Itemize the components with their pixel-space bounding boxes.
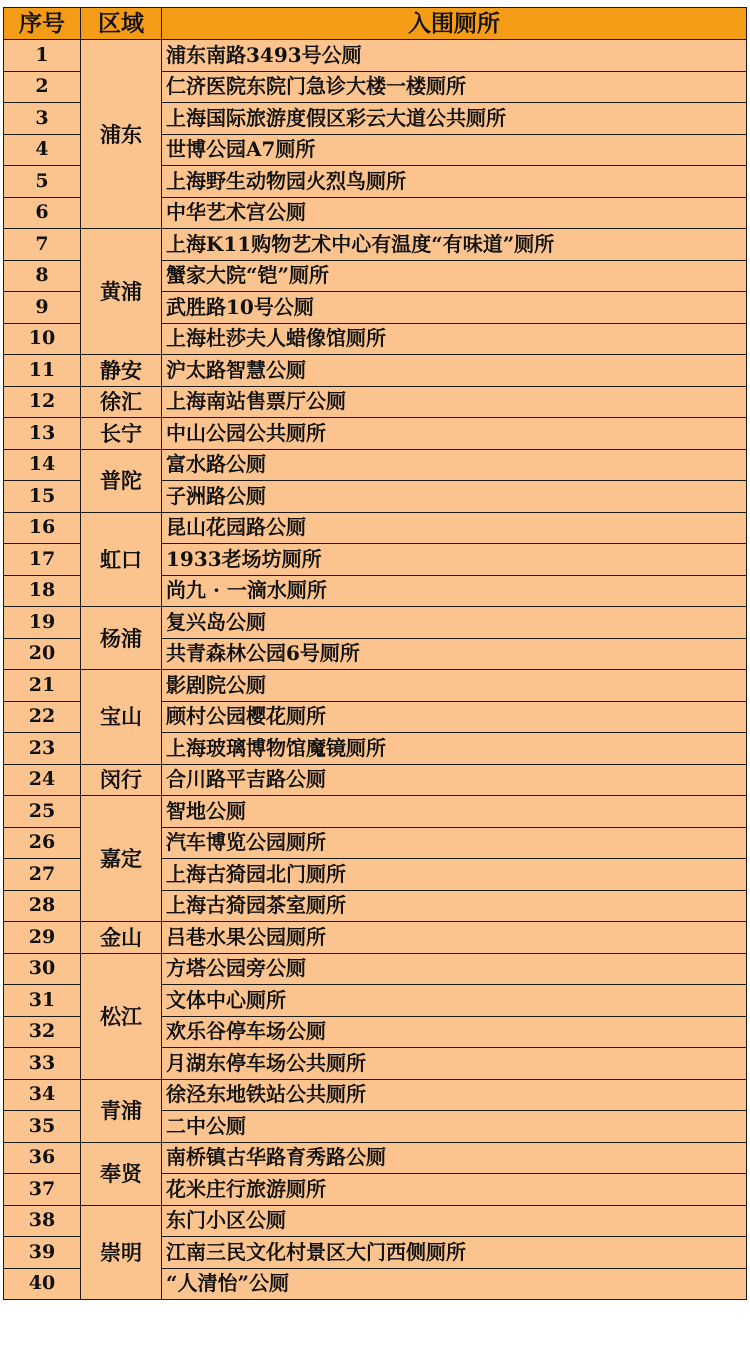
table-row (4, 764, 747, 796)
table-row (4, 1205, 747, 1237)
toilet-name: 东门小区公厕 (162, 1205, 747, 1237)
table-row (4, 922, 747, 954)
table-row (4, 355, 747, 387)
row-index: 23 (4, 733, 81, 765)
table-row (4, 418, 747, 450)
toilet-name: 复兴岛公厕 (162, 607, 747, 639)
row-index: 35 (4, 1111, 81, 1143)
table-row (4, 670, 747, 702)
toilet-name: 江南三民文化村景区大门西侧厕所 (162, 1237, 747, 1269)
toilet-name: 上海玻璃博物馆魔镜厕所 (162, 733, 747, 765)
row-index: 10 (4, 323, 81, 355)
district-cell: 奉贤 (81, 1142, 162, 1205)
toilet-name: 上海杜莎夫人蜡像馆厕所 (162, 323, 747, 355)
row-index: 4 (4, 134, 81, 166)
toilet-name: 二中公厕 (162, 1111, 747, 1143)
district-cell: 黄浦 (81, 229, 162, 355)
row-index: 29 (4, 922, 81, 954)
district-cell: 闵行 (81, 764, 162, 796)
district-cell: 普陀 (81, 449, 162, 512)
header-index: 序号 (4, 8, 81, 40)
toilet-name: 月湖东停车场公共厕所 (162, 1048, 747, 1080)
toilet-name: 富水路公厕 (162, 449, 747, 481)
table-row (4, 229, 747, 261)
table-row (4, 796, 747, 828)
table-row (4, 1142, 747, 1174)
toilet-name: 子洲路公厕 (162, 481, 747, 513)
row-index: 20 (4, 638, 81, 670)
toilet-name: “人清怡”公厕 (162, 1268, 747, 1300)
row-index: 9 (4, 292, 81, 324)
district-cell: 嘉定 (81, 796, 162, 922)
table-row (4, 607, 747, 639)
table-row (4, 1079, 747, 1111)
row-index: 16 (4, 512, 81, 544)
row-index: 40 (4, 1268, 81, 1300)
row-index: 13 (4, 418, 81, 450)
toilet-name: 世博公园A7厕所 (162, 134, 747, 166)
toilet-name: 上海古猗园茶室厕所 (162, 890, 747, 922)
toilet-name: 沪太路智慧公厕 (162, 355, 747, 387)
row-index: 6 (4, 197, 81, 229)
toilet-name: 武胜路10号公厕 (162, 292, 747, 324)
toilet-name: 上海国际旅游度假区彩云大道公共厕所 (162, 103, 747, 135)
row-index: 1 (4, 40, 81, 72)
row-index: 39 (4, 1237, 81, 1269)
row-index: 32 (4, 1016, 81, 1048)
row-index: 31 (4, 985, 81, 1017)
row-index: 28 (4, 890, 81, 922)
table-row (4, 40, 747, 72)
toilet-name: 顾村公园樱花厕所 (162, 701, 747, 733)
toilet-name: 蟹家大院“铠”厕所 (162, 260, 747, 292)
row-index: 21 (4, 670, 81, 702)
toilet-name: 文体中心厕所 (162, 985, 747, 1017)
toilet-name: 南桥镇古华路育秀路公厕 (162, 1142, 747, 1174)
toilet-name: 1933老场坊厕所 (162, 544, 747, 576)
row-index: 3 (4, 103, 81, 135)
toilet-name: 仁济医院东院门急诊大楼一楼厕所 (162, 71, 747, 103)
district-cell: 松江 (81, 953, 162, 1079)
row-index: 15 (4, 481, 81, 513)
toilet-name: 上海野生动物园火烈鸟厕所 (162, 166, 747, 198)
row-index: 38 (4, 1205, 81, 1237)
toilet-list-table (3, 7, 747, 1300)
row-index: 19 (4, 607, 81, 639)
header-toilet-name: 入围厕所 (162, 8, 747, 40)
toilet-name: 浦东南路3493号公厕 (162, 40, 747, 72)
table-row (4, 386, 747, 418)
table-row (4, 449, 747, 481)
row-index: 5 (4, 166, 81, 198)
row-index: 30 (4, 953, 81, 985)
toilet-name: 昆山花园路公厕 (162, 512, 747, 544)
row-index: 14 (4, 449, 81, 481)
toilet-name: 合川路平吉路公厕 (162, 764, 747, 796)
row-index: 33 (4, 1048, 81, 1080)
toilet-name: 影剧院公厕 (162, 670, 747, 702)
table-row (4, 512, 747, 544)
toilet-name: 尚九 · 一滴水厕所 (162, 575, 747, 607)
district-cell: 徐汇 (81, 386, 162, 418)
row-index: 26 (4, 827, 81, 859)
district-cell: 金山 (81, 922, 162, 954)
district-cell: 崇明 (81, 1205, 162, 1300)
district-cell: 浦东 (81, 40, 162, 229)
toilet-name: 上海古猗园北门厕所 (162, 859, 747, 891)
district-cell: 杨浦 (81, 607, 162, 670)
row-index: 34 (4, 1079, 81, 1111)
row-index: 27 (4, 859, 81, 891)
toilet-name: 欢乐谷停车场公厕 (162, 1016, 747, 1048)
toilet-name: 中山公园公共厕所 (162, 418, 747, 450)
row-index: 8 (4, 260, 81, 292)
district-cell: 静安 (81, 355, 162, 387)
header-district: 区域 (81, 8, 162, 40)
district-cell: 青浦 (81, 1079, 162, 1142)
row-index: 36 (4, 1142, 81, 1174)
row-index: 25 (4, 796, 81, 828)
row-index: 11 (4, 355, 81, 387)
district-cell: 长宁 (81, 418, 162, 450)
row-index: 18 (4, 575, 81, 607)
toilet-name: 汽车博览公园厕所 (162, 827, 747, 859)
row-index: 22 (4, 701, 81, 733)
table-header-row (4, 8, 747, 40)
toilet-name: 中华艺术宫公厕 (162, 197, 747, 229)
row-index: 2 (4, 71, 81, 103)
table-body (4, 40, 747, 1300)
row-index: 37 (4, 1174, 81, 1206)
toilet-name: 徐泾东地铁站公共厕所 (162, 1079, 747, 1111)
row-index: 7 (4, 229, 81, 261)
toilet-name: 花米庄行旅游厕所 (162, 1174, 747, 1206)
toilet-name: 方塔公园旁公厕 (162, 953, 747, 985)
toilet-name: 上海K11购物艺术中心有温度“有味道”厕所 (162, 229, 747, 261)
row-index: 24 (4, 764, 81, 796)
district-cell: 宝山 (81, 670, 162, 765)
row-index: 12 (4, 386, 81, 418)
table-row (4, 953, 747, 985)
toilet-name: 吕巷水果公园厕所 (162, 922, 747, 954)
toilet-name: 智地公厕 (162, 796, 747, 828)
toilet-name: 上海南站售票厅公厕 (162, 386, 747, 418)
row-index: 17 (4, 544, 81, 576)
district-cell: 虹口 (81, 512, 162, 607)
toilet-name: 共青森林公园6号厕所 (162, 638, 747, 670)
